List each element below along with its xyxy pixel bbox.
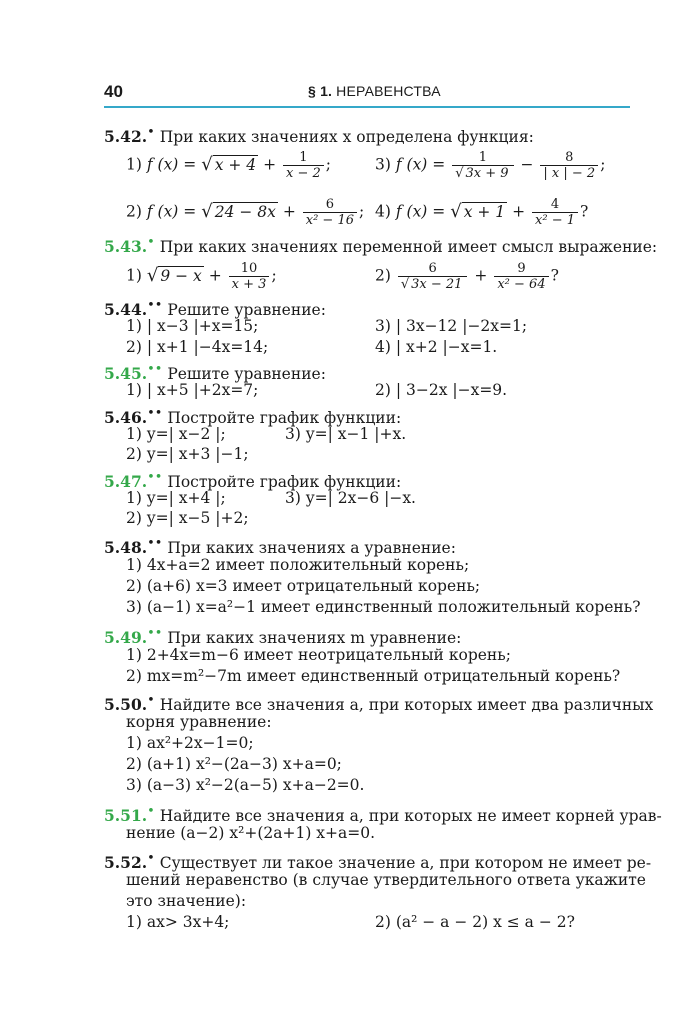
exercise-5-43-title: 5.43.• При каких значениях переменной имеет смысл выражение: [104,235,658,257]
exercise-5-50-title-cont: корня уравнение: [126,713,272,731]
exercise-5-52-title-cont-1: шений неравенство (в случае утвердительного ответа укажите [126,871,646,889]
exercise-5-50-title: 5.50.• Найдите все значения a, при которых имеет два различных [104,693,654,715]
page-header [104,80,630,108]
page-number: 40 [104,82,123,101]
exercise-5-45-item-2: 2) | 3−2x |−x=9. [375,381,508,399]
exercise-5-42-item-1: 1) f (x) = √ x + 4 + $\frac{1}{x - 2}$ ; [126,150,332,181]
exercise-5-52-item-1: 1) ax> 3x+4; [126,913,230,931]
exercise-5-48-item-2: 2) (a+6) x=3 имеет отрицательный корень; [126,577,481,595]
exercise-5-50-item-2: 2) (a+1) x²−(2a−3) x+a=0; [126,755,342,773]
exercise-5-42-title: 5.42.• При каких значениях x определена функция: [104,125,534,147]
exercise-5-47-title: 5.47.•• Постройте график функции: [104,470,402,492]
exercise-5-44-item-1: 1) | x−3 |+x=15; [126,317,259,335]
exercise-5-48-title: 5.48.•• При каких значениях a уравнение: [104,536,456,558]
exercise-5-43-item-1: 1) √ 9 − x + $\frac{10}{x + 3}$ ; [126,261,277,292]
exercise-5-52-title: 5.52.• Существует ли такое значение a, при котором не имеет ре- [104,851,652,873]
exercise-5-44-item-4: 4) | x+2 |−x=1. [375,338,498,356]
exercise-5-46-title: 5.46.•• Постройте график функции: [104,406,402,428]
exercise-5-44-title: 5.44.•• Решите уравнение: [104,298,326,320]
exercise-5-49-title: 5.49.•• При каких значениях m уравнение: [104,626,462,648]
exercise-5-44-item-3: 3) | 3x−12 |−2x=1; [375,317,528,335]
exercise-5-42-item-2: 2) f (x) = √ 24 − 8x + $\frac{6}{\text{x² − 16}}$ ; [126,197,365,228]
exercise-5-42-item-3: 3) f (x) = $\frac{1}{√ 3x + 9}$ − $\frac{8}{| x | - 2}$ ; [375,150,606,181]
exercise-5-47-item-3: 3) y=| 2x−6 |−x. [285,489,416,507]
exercise-5-48-item-3: 3) (a−1) x=a²−1 имеет единственный положительный корень? [126,598,641,616]
exercise-5-42-item-4: 4) f (x) = √ x + 1 + $\frac{4}{\text{x² − 1}}$ ? [375,197,589,228]
exercise-5-46-item-3: 3) y=| x−1 |+x. [285,425,407,443]
exercise-5-47-item-2: 2) y=| x−5 |+2; [126,509,249,527]
exercise-5-50-item-3: 3) (a−3) x²−2(a−5) x+a−2=0. [126,776,365,794]
exercise-5-46-item-1: 1) y=| x−2 |; [126,425,226,443]
exercise-5-52-item-2: 2) (a² − a − 2) x ≤ a − 2? [375,913,575,931]
exercise-5-45-title: 5.45.•• Решите уравнение: [104,362,326,384]
exercise-5-52-title-cont-2: это значение): [126,892,247,910]
exercise-5-48-item-1: 1) 4x+a=2 имеет положительный корень; [126,556,470,574]
exercise-5-51-title-cont: нение (a−2) x²+(2a+1) x+a=0. [126,824,376,842]
exercise-5-50-item-1: 1) ax²+2x−1=0; [126,734,254,752]
exercise-5-43-item-2: 2) $\frac{6}{√ 3x - 21}$ + $\frac{9}{\text{x² − 64}}$ ? [375,261,559,292]
exercise-5-47-item-1: 1) y=| x+4 |; [126,489,226,507]
exercise-5-44-item-2: 2) | x+1 |−4x=14; [126,338,269,356]
section-title: § 1. НЕРАВЕНСТВА [308,83,441,99]
exercise-5-51-title: 5.51.• Найдите все значения a, при которых не имеет корней урав- [104,804,662,826]
exercise-5-45-item-1: 1) | x+5 |+2x=7; [126,381,259,399]
exercise-5-49-item-2: 2) mx=m²−7m имеет единственный отрицательный корень? [126,667,621,685]
exercise-5-49-item-1: 1) 2+4x=m−6 имеет неотрицательный корень; [126,646,511,664]
exercise-5-46-item-2: 2) y=| x+3 |−1; [126,445,249,463]
